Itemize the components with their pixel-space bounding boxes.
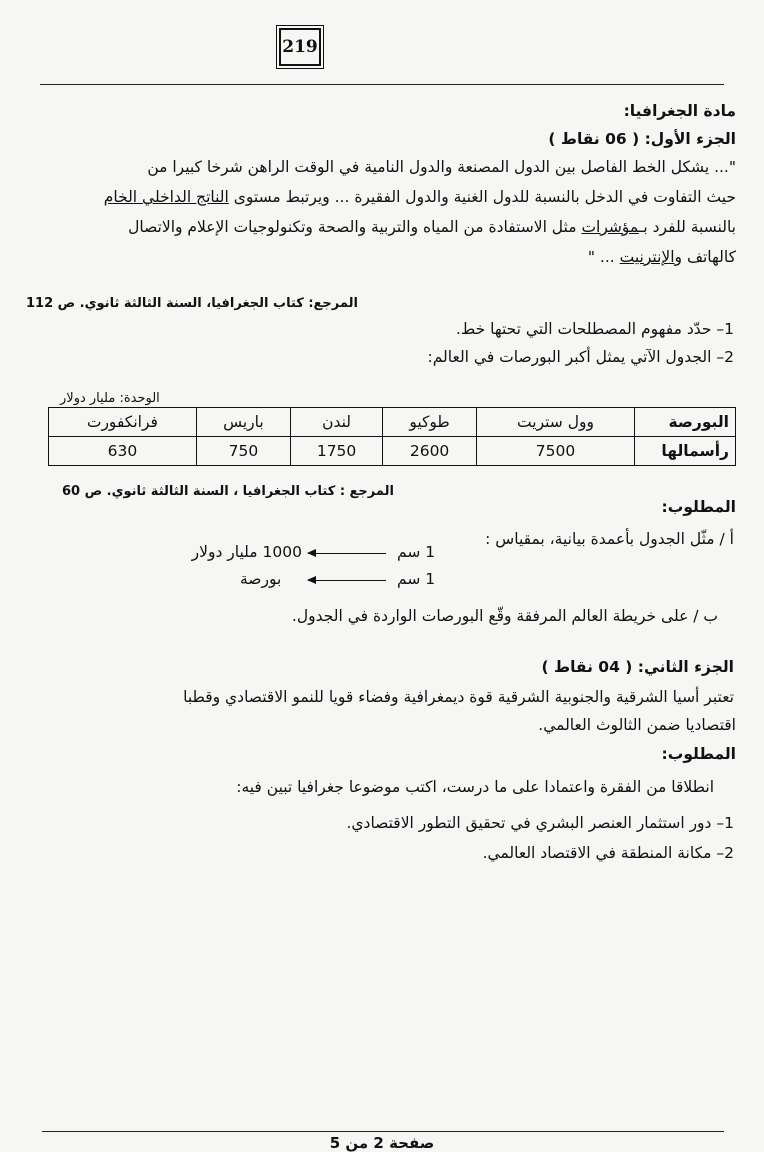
question-2: 2– الجدول الآتي يمثل أكبر البورصات في العالم: (427, 348, 734, 366)
table-row (49, 408, 736, 437)
required-label-1: المطلوب: (661, 498, 736, 516)
quote-line-4: كالهاتف والإنترنيت ... " (587, 248, 736, 266)
reference-2: المرجع : كتاب الجغرافيا ، السنة الثالثة ثانوي. ص 60 (62, 484, 394, 499)
table-cell: 750 (196, 437, 290, 466)
quote-line-3: بالنسبة للفرد بـمؤشرات مثل الاستفادة من المياه والتربية والصحة وتكنولوجيات الإعلام والاتصال (128, 218, 736, 236)
part1-title: الجزء الأول: ( 06 نقاط ) (548, 130, 736, 148)
table-cell: 1750 (290, 437, 382, 466)
table-cell: لندن (290, 408, 382, 437)
table-header-label: البورصة (635, 408, 736, 437)
page-number: 219 (282, 37, 318, 57)
table-cell: وول ستريت (477, 408, 635, 437)
table-row (49, 437, 736, 466)
table-value-label: رأسمالها (635, 437, 736, 466)
scale-2-arrow (308, 580, 386, 581)
table-cell: باريس (196, 408, 290, 437)
table-cell: فرانكفورت (49, 408, 197, 437)
task-a: أ / مثّل الجدول بأعمدة بيانية، بمقياس : (485, 530, 734, 548)
top-divider (40, 84, 724, 85)
part2-title: الجزء الثاني: ( 04 نقاط ) (541, 658, 734, 676)
scale-1-right: 1000 مليار دولار (191, 543, 302, 561)
scale-2-left: 1 سم (397, 570, 436, 588)
part2-text-line-1: تعتبر أسيا الشرقية والجنوبية الشرقية قوة ديمغرافية وفضاء قويا للنمو الاقتصادي وقطبا (183, 688, 734, 706)
scale-2-right: بورصة (240, 570, 282, 588)
part2-intro: انطلاقا من الفقرة واعتمادا على ما درست، اكتب موضوعا جغرافيا تبين فيه: (236, 778, 714, 796)
exchanges-table (48, 407, 736, 466)
unit-label: الوحدة: مليار دولار (60, 391, 160, 406)
subject-title: مادة الجغرافيا: (623, 102, 736, 120)
scale-1-left: 1 سم (397, 543, 436, 561)
task-b: ب / على خريطة العالم المرفقة وقّع البورصات الواردة في الجدول. (291, 607, 718, 625)
question-1: 1– حدّد مفهوم المصطلحات التي تحتها خط. (455, 320, 734, 338)
quote-line-1: "... يشكل الخط الفاصل بين الدول المصنعة والدول النامية في الوقت الراهن شرخا كبيرا من (147, 158, 736, 176)
table-cell: 7500 (477, 437, 635, 466)
bottom-divider (42, 1131, 724, 1132)
reference-1: المرجع: كتاب الجغرافيا، السنة الثالثة ثانوي. ص 112 (26, 296, 358, 311)
table-cell: 630 (49, 437, 197, 466)
required-label-2: المطلوب: (661, 745, 736, 763)
table-cell: 2600 (383, 437, 477, 466)
page-number-box (279, 28, 321, 66)
table-cell: طوكيو (383, 408, 477, 437)
quote-line-2: حيث التفاوت في الدخل بالنسبة للدول الغنية والدول الفقيرة ... ويرتبط مستوى الناتج الداخلي الخام (103, 188, 736, 206)
scale-1-arrow (308, 553, 386, 554)
page-footer: صفحة 2 من 5 (329, 1134, 435, 1152)
part2-item-2: 2– مكانة المنطقة في الاقتصاد العالمي. (482, 844, 734, 862)
part2-item-1: 1– دور استثمار العنصر البشري في تحقيق التطور الاقتصادي. (346, 814, 734, 832)
part2-text-line-2: اقتصاديا ضمن الثالوث العالمي. (538, 716, 736, 734)
